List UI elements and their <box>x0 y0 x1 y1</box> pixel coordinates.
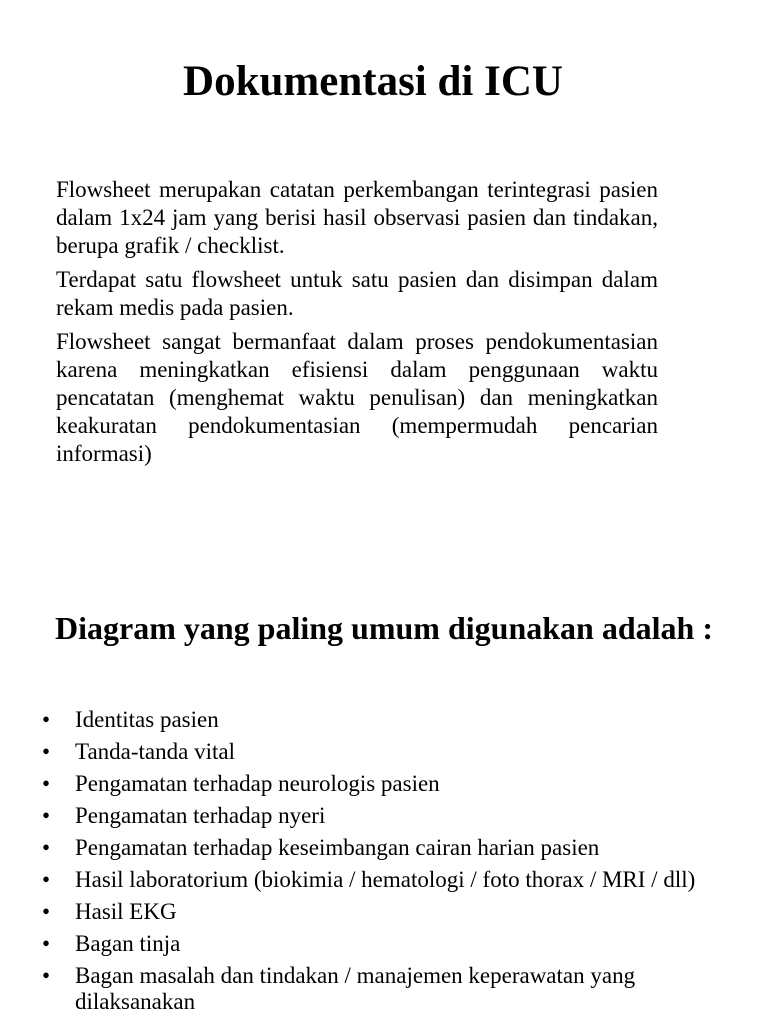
list-item-label: Pengamatan terhadap nyeri <box>75 803 326 828</box>
bullet-icon: • <box>42 835 51 860</box>
list-item <box>0 803 768 829</box>
paragraph-flowsheet-definition: Flowsheet merupakan catatan perkembangan terintegrasi pasien dalam 1x24 jam yang berisi hasil observasi pasien dan tindakan, berupa grafik / checklist. <box>56 177 658 258</box>
bullet-icon: • <box>42 707 51 732</box>
bullet-icon: • <box>42 739 51 764</box>
bullet-icon: • <box>42 899 51 924</box>
list-item-label: Hasil laboratorium (biokimia / hematologi / foto thorax / MRI / dll) <box>75 867 696 892</box>
list-item <box>0 739 768 765</box>
list-item <box>0 707 768 733</box>
list-item <box>0 963 768 1015</box>
list-item-label: Hasil EKG <box>75 899 177 924</box>
list-item <box>0 835 768 861</box>
list-item <box>0 899 768 925</box>
list-item <box>0 771 768 797</box>
list-item-label: Pengamatan terhadap neurologis pasien <box>75 771 440 796</box>
bullet-icon: • <box>42 771 51 796</box>
bullet-icon: • <box>42 963 51 988</box>
paragraph-flowsheet-benefit: Flowsheet sangat bermanfaat dalam proses pendokumentasian karena meningkatkan efisiensi dalam penggunaan waktu pencatatan (menghemat waktu penulisan) dan meningkatkan keakuratan pendokumentasian (mempermudah pencarian informasi) <box>56 329 658 466</box>
bullet-list <box>0 707 768 1021</box>
list-item <box>0 867 768 893</box>
body-text <box>56 176 658 474</box>
list-item-label: Bagan masalah dan tindakan / manajemen keperawatan yang dilaksanakan <box>75 963 636 1014</box>
paragraph-one-flowsheet: Terdapat satu flowsheet untuk satu pasien dan disimpan dalam rekam medis pada pasien. <box>56 267 658 320</box>
list-item <box>0 931 768 957</box>
bullet-icon: • <box>42 867 51 892</box>
list-item-label: Tanda-tanda vital <box>75 739 235 764</box>
list-item-label: Bagan tinja <box>75 931 181 956</box>
bullet-icon: • <box>42 803 51 828</box>
list-item-label: Pengamatan terhadap keseimbangan cairan harian pasien <box>75 835 600 860</box>
list-item-label: Identitas pasien <box>75 707 219 732</box>
bullet-icon: • <box>42 931 51 956</box>
section-heading: Diagram yang paling umum digunakan adalah : <box>55 610 713 646</box>
page-title: Dokumentasi di ICU <box>183 58 563 105</box>
